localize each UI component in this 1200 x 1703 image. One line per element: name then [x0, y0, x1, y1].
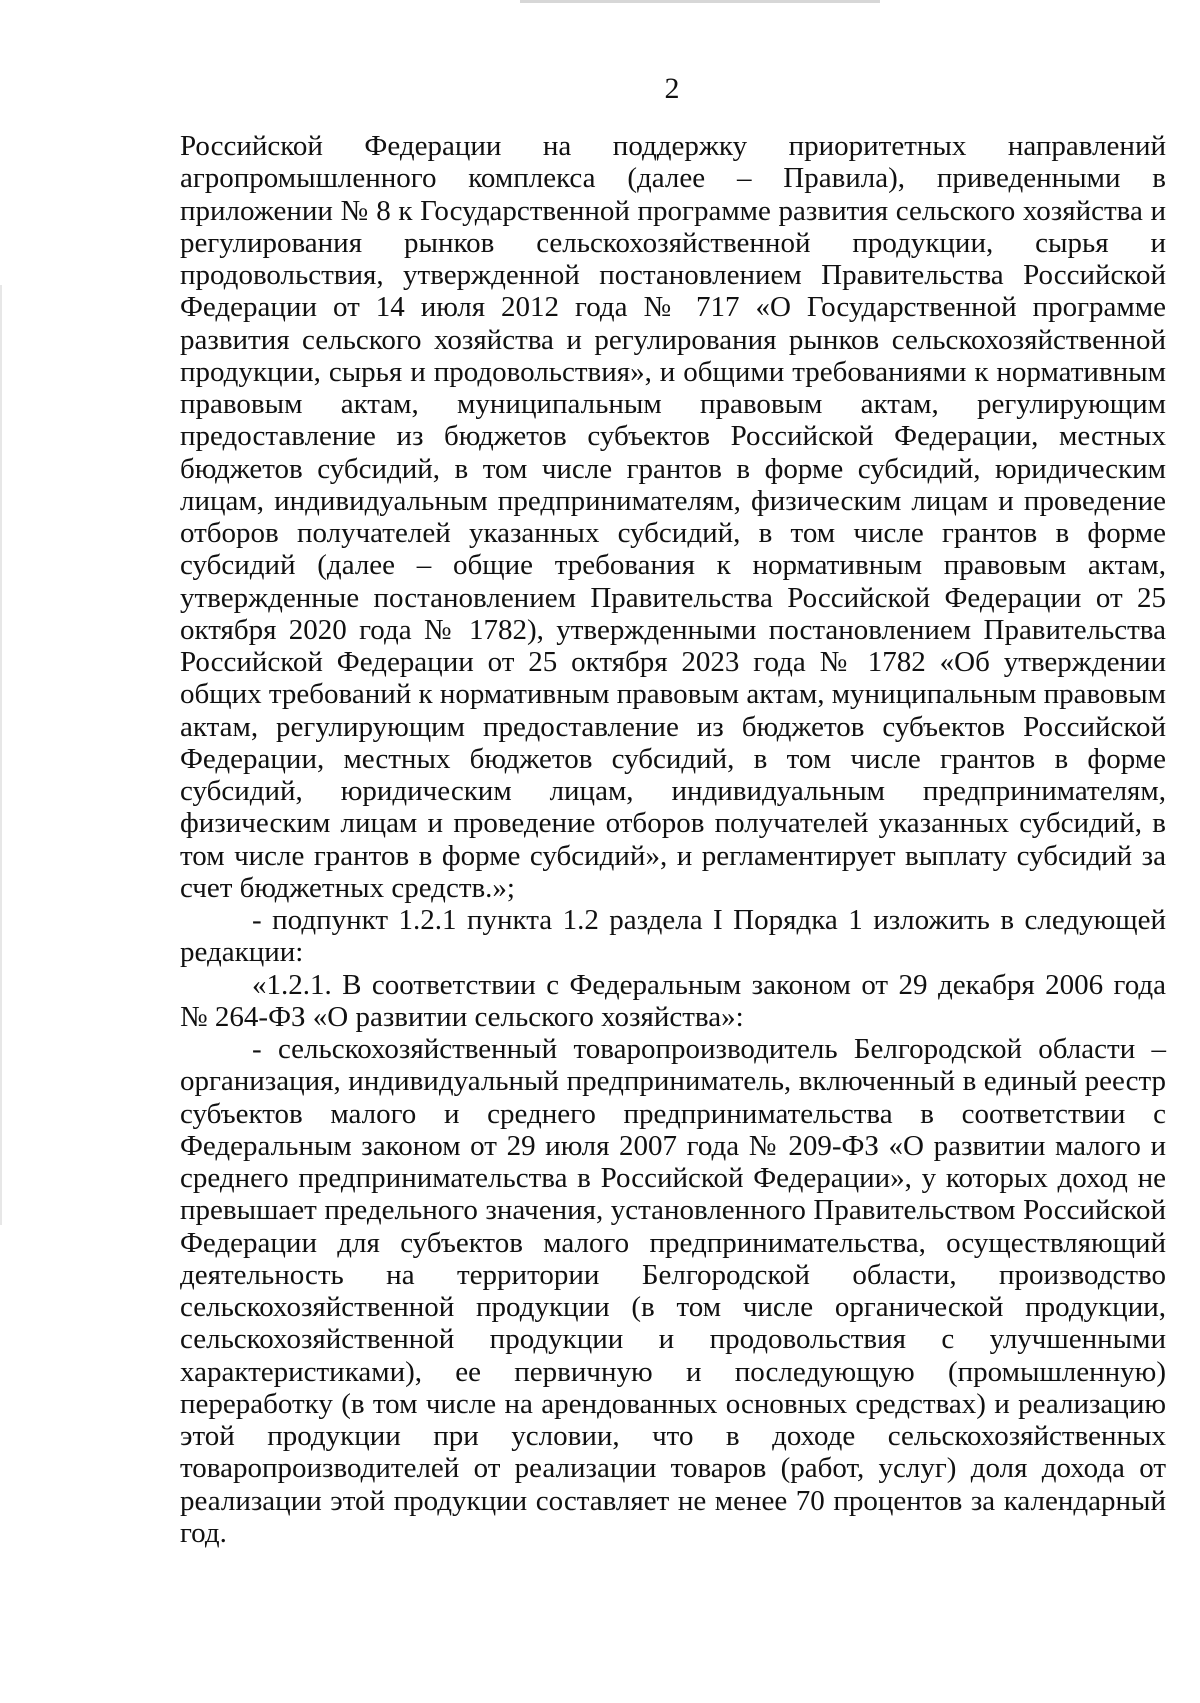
page-number: 2 [664, 72, 680, 105]
paragraph-continuation: Российской Федерации на поддержку приоритетных направлений агропромышленного комплекса (далее – Правила), приведенными в приложении № 8 к Государственной программе развития сельского хозяйства и регулирования рынков сельскохозяйственной продукции, сырья и продовольствия, утвержденной постановлением Правительства Российской Федерации от 14 июля 2012 года № 717 «О Государственной программе развития сельского хозяйства и регулирования рынков сельскохозяйственной продукции, сырья и продовольствия», и общими требованиями к нормативным правовым актам, муниципальным правовым актам, регулирующим предоставление из бюджетов субъектов Российской Федерации, местных бюджетов субсидий, в том числе грантов в форме субсидий, юридическим лицам, индивидуальным предпринимателям, физическим лицам и проведение отборов получателей указанных субсидий, в том числе грантов в форме субсидий (далее – общие требования к нормативным правовым актам, утвержденные постановлением Правительства Российской Федерации от 25 октября 2020 года № 1782), утвержденными постановлением Правительства Российской Федерации от 25 октября 2023 года № 1782 «Об утверждении общих требований к нормативным правовым актам, муниципальным правовым актам, регулирующим предоставление из бюджетов субъектов Российской Федерации, местных бюджетов субсидий, в том числе грантов в форме субсидий, юридическим лицам, индивидуальным предпринимателям, физическим лицам и проведение отборов получателей указанных субсидий, в том числе грантов в форме субсидий», и регламентирует выплату субсидий за счет бюджетных средств.»; [180, 130, 1166, 904]
paragraph-clause-1-2-1: «1.2.1. В соответствии с Федеральным законом от 29 декабря 2006 года № 264-ФЗ «О развитии сельского хозяйства»: [180, 968, 1166, 1033]
scan-artifact-top [520, 0, 880, 3]
document-body [180, 130, 1166, 1549]
scan-artifact-left [0, 285, 2, 1225]
paragraph-definition: - сельскохозяйственный товаропроизводитель Белгородской области – организация, индивидуальный предприниматель, включенный в единый реестр субъектов малого и среднего предпринимательства в соответствии с Федеральным законом от 29 июля 2007 года № 209-ФЗ «О развитии малого и среднего предпринимательства в Российской Федерации», у которых доход не превышает предельного значения, установленного Правительством Российской Федерации для субъектов малого предпринимательства, осуществляющий деятельность на территории Белгородской области, производство сельскохозяйственной продукции (в том числе органической продукции, сельскохозяйственной продукции и продовольствия с улучшенными характеристиками), ее первичную и последующую (промышленную) переработку (в том числе на арендованных основных средствах) и реализацию этой продукции при условии, что в доходе сельскохозяйственных товаропроизводителей от реализации товаров (работ, услуг) доля дохода от реализации этой продукции составляет не менее 70 процентов за календарный год. [180, 1033, 1166, 1549]
paragraph-amendment-intro: - подпункт 1.2.1 пункта 1.2 раздела I Порядка 1 изложить в следующей редакции: [180, 904, 1166, 969]
